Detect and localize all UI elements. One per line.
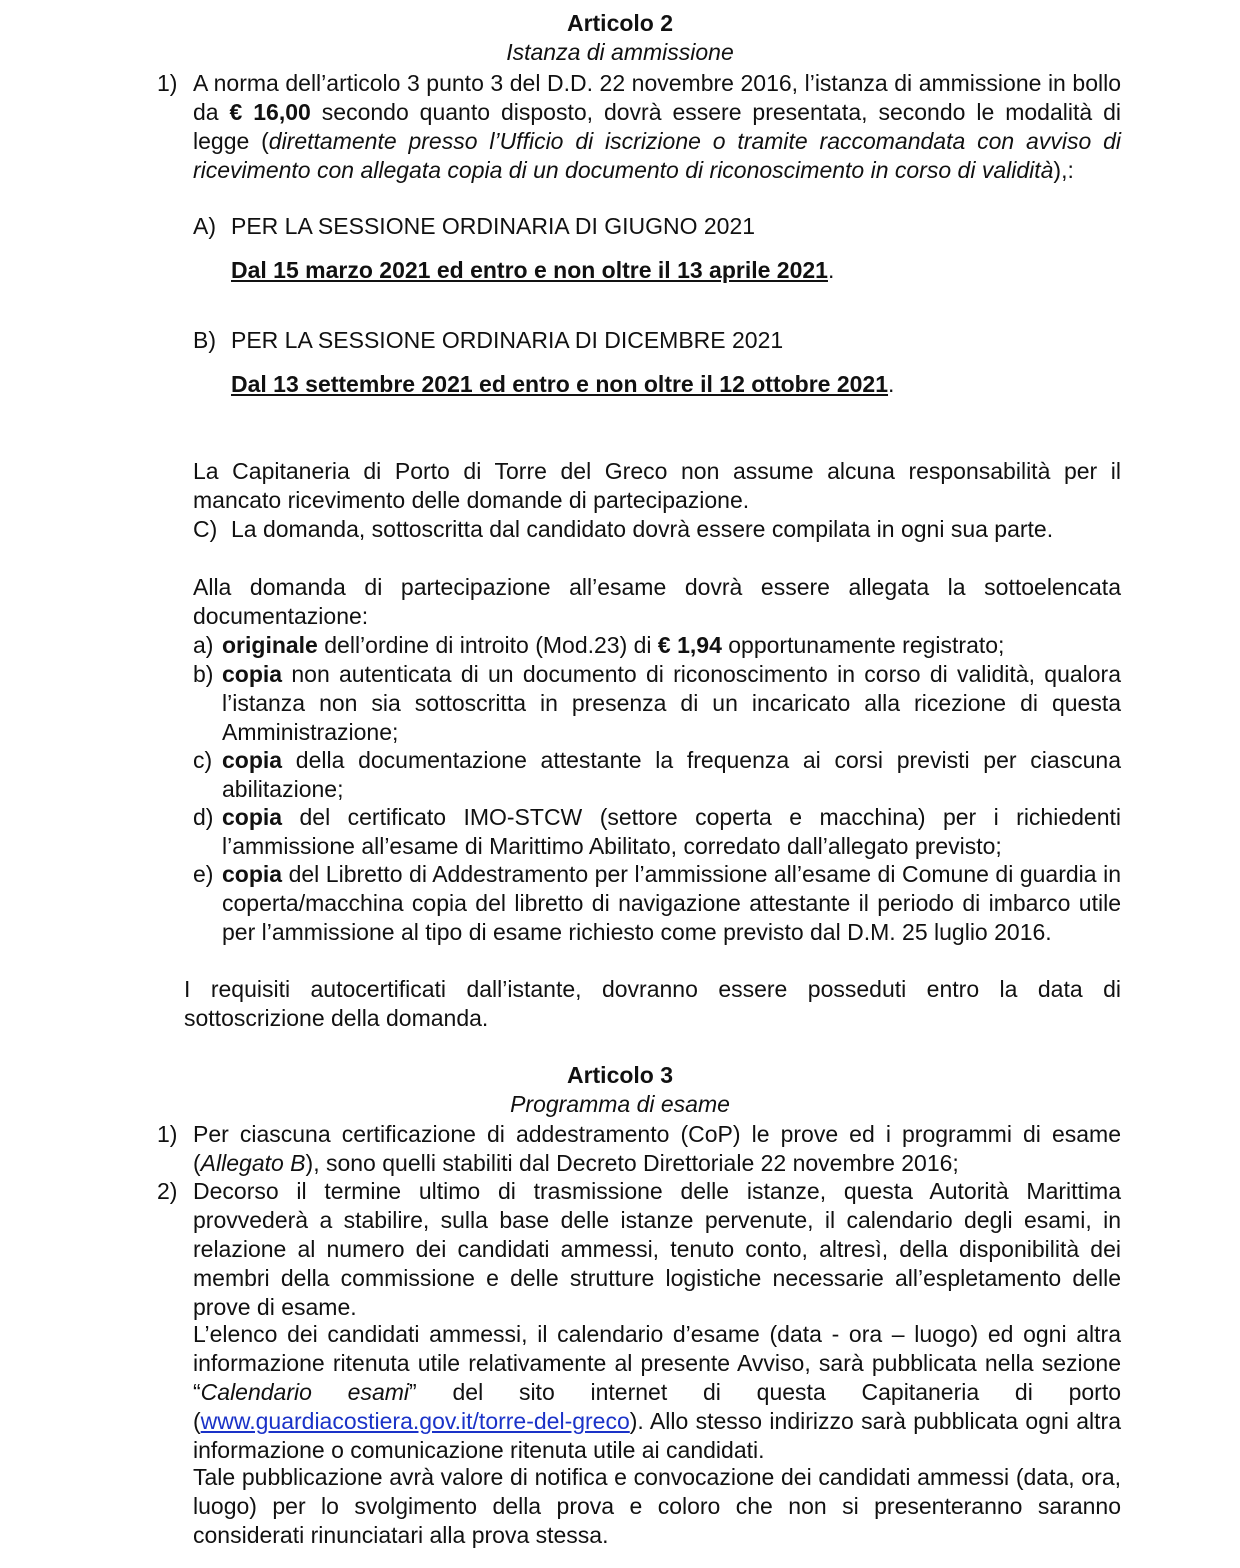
doc-d-text xyxy=(222,803,1121,861)
session-b-letter: B) xyxy=(193,327,216,353)
session-a-label: PER LA SESSIONE ORDINARIA DI GIUGNO 2021 xyxy=(231,213,756,239)
capitaneria-note: La Capitaneria di Porto di Torre del Greco non assume alcuna responsabilità per il mancato ricevimento delle domande di partecipazione. xyxy=(193,458,1121,513)
doc-a-part-a: dell’ordine di introito (Mod.23) di xyxy=(317,632,658,658)
session-b-label: PER LA SESSIONE ORDINARIA DI DICEMBRE 2021 xyxy=(231,327,784,353)
doc-d-bold: copia xyxy=(222,804,283,830)
article-2-subtitle: Istanza di ammissione xyxy=(506,39,734,65)
article-2-title: Articolo 2 xyxy=(566,10,674,36)
art3-point-1-number: 1) xyxy=(157,1121,178,1147)
art3-notification-paragraph: Tale pubblicazione avrà valore di notifica e convocazione dei candidati ammessi (data, ora, luogo) per lo svolgimento della prova e coloro che non si presenteranno saranno considerati rinunciatari alla prova stessa. xyxy=(193,1464,1121,1548)
session-b-dates-text: Dal 13 settembre 2021 ed entro e non oltre il 12 ottobre 2021 xyxy=(231,371,889,397)
art3-p3-part-a: L’elenco dei candidati ammessi, il calendario d’esame (data - ora – luogo) ed ogni altra informazione ritenuta utile relativamente al presente Avviso, sarà pubblicata nella sezione “ xyxy=(193,1321,1121,1405)
art3-point-1-text xyxy=(193,1120,1121,1178)
mod23-amount: € 1,94 xyxy=(657,632,722,658)
doc-a-bold: originale xyxy=(222,632,318,658)
art3-publication-paragraph xyxy=(193,1320,1121,1465)
doc-d-body: del certificato IMO-STCW (settore coperta e macchina) per i richiedenti l’ammissione all’esame di Marittimo Abilitato, corredato dall’allegato previsto; xyxy=(222,804,1121,859)
session-b-dates xyxy=(231,370,894,399)
art3-point-2-text: Decorso il termine ultimo di trasmissione delle istanze, questa Autorità Marittima provvederà a stabilire, sulla base delle istanze pervenute, il calendario degli esami, in relazione al numero dei candidati ammessi, tenuto conto, altresì, della disponibilità dei membri della commissione e delle strutture logistiche necessarie all’espletamento delle prove di esame. xyxy=(193,1178,1121,1320)
doc-e-body: del Libretto di Addestramento per l’ammissione all’esame di Comune di guardia in coperta/macchina copia del libretto di navigazione attestante il periodo di imbarco utile per l’ammissione al tipo di esame richiesto come previsto dal D.M. 25 luglio 2016. xyxy=(222,861,1121,945)
article-3-subtitle: Programma di esame xyxy=(510,1091,730,1117)
session-a-dates xyxy=(231,256,834,285)
doc-e-letter: e) xyxy=(193,861,214,887)
doc-b-text xyxy=(222,660,1121,747)
doc-a-letter: a) xyxy=(193,632,214,658)
doc-d-letter: d) xyxy=(193,804,214,830)
doc-a-text xyxy=(222,631,1121,660)
art2-p1-part-c: ),: xyxy=(1053,157,1074,183)
doc-e-text xyxy=(222,860,1121,947)
art2-point-1-number: 1) xyxy=(157,70,178,96)
point-c-letter: C) xyxy=(193,516,218,542)
art3-p3-part-c: ). Allo stesso indirizzo sarà pubblicata ogni altra informazione o comunicazione ritenuta utile ai candidati. xyxy=(193,1408,1121,1463)
bollo-amount: € 16,00 xyxy=(229,99,311,125)
art2-p1-part-a: A norma dell’articolo 3 punto 3 del D.D. 22 novembre 2016, l’istanza di ammissione in bollo da xyxy=(193,70,1121,125)
doc-c-body: della documentazione attestante la frequenza ai corsi previsti per ciascuna abilitazione; xyxy=(222,747,1121,802)
doc-b-letter: b) xyxy=(193,661,214,687)
docs-intro: Alla domanda di partecipazione all’esame dovrà essere allegata la sottoelencata documentazione: xyxy=(193,574,1121,629)
doc-b-body: non autenticata di un documento di riconoscimento in corso di validità, qualora l’istanza non sia sottoscritta in presenza di un incaricato alla ricezione di questa Amministrazione; xyxy=(222,661,1121,745)
art3-p1-part-a: Per ciascuna certificazione di addestramento (CoP) le prove ed i programmi di esame ( xyxy=(193,1121,1121,1176)
doc-e-bold: copia xyxy=(222,861,283,887)
doc-c-letter: c) xyxy=(193,747,213,773)
art3-p3-part-b: ” del sito internet di questa Capitaneria di porto ( xyxy=(193,1379,1122,1434)
session-a-dates-text: Dal 15 marzo 2021 ed entro e non oltre il 13 aprile 2021 xyxy=(231,257,828,283)
doc-a-part-b: opportunamente registrato; xyxy=(721,632,1005,658)
requisiti-note: I requisiti autocertificati dall’istante, dovranno essere posseduti entro la data di sottoscrizione della domanda. xyxy=(184,976,1121,1031)
session-a-letter: A) xyxy=(193,213,216,239)
art3-point-2-number: 2) xyxy=(157,1178,178,1204)
session-a-dot: . xyxy=(827,257,835,283)
guardiacostiera-link[interactable]: www.guardiacostiera.gov.it/torre-del-greco xyxy=(200,1408,630,1434)
doc-b-bold: copia xyxy=(222,661,283,687)
session-b-dot: . xyxy=(888,371,895,397)
point-c-text: La domanda, sottoscritta dal candidato dovrà essere compilata in ogni sua parte. xyxy=(231,516,1054,542)
calendario-esami: Calendario esami xyxy=(200,1379,410,1405)
allegato-b: Allegato B xyxy=(200,1150,306,1176)
art2-p1-italic: direttamente presso l’Ufficio di iscrizione o tramite raccomandata con avviso di ricevimento con allegata copia di un documento di riconoscimento in corso di validità xyxy=(193,128,1121,183)
doc-c-bold: copia xyxy=(222,747,283,773)
article-3-title: Articolo 3 xyxy=(566,1062,674,1088)
art2-point-1-text xyxy=(193,69,1121,185)
art3-p1-part-b: ), sono quelli stabiliti dal Decreto Direttoriale 22 novembre 2016; xyxy=(305,1150,959,1176)
art2-p1-part-b: secondo quanto disposto, dovrà essere presentata, secondo le modalità di legge ( xyxy=(193,99,1121,154)
doc-c-text xyxy=(222,746,1121,804)
